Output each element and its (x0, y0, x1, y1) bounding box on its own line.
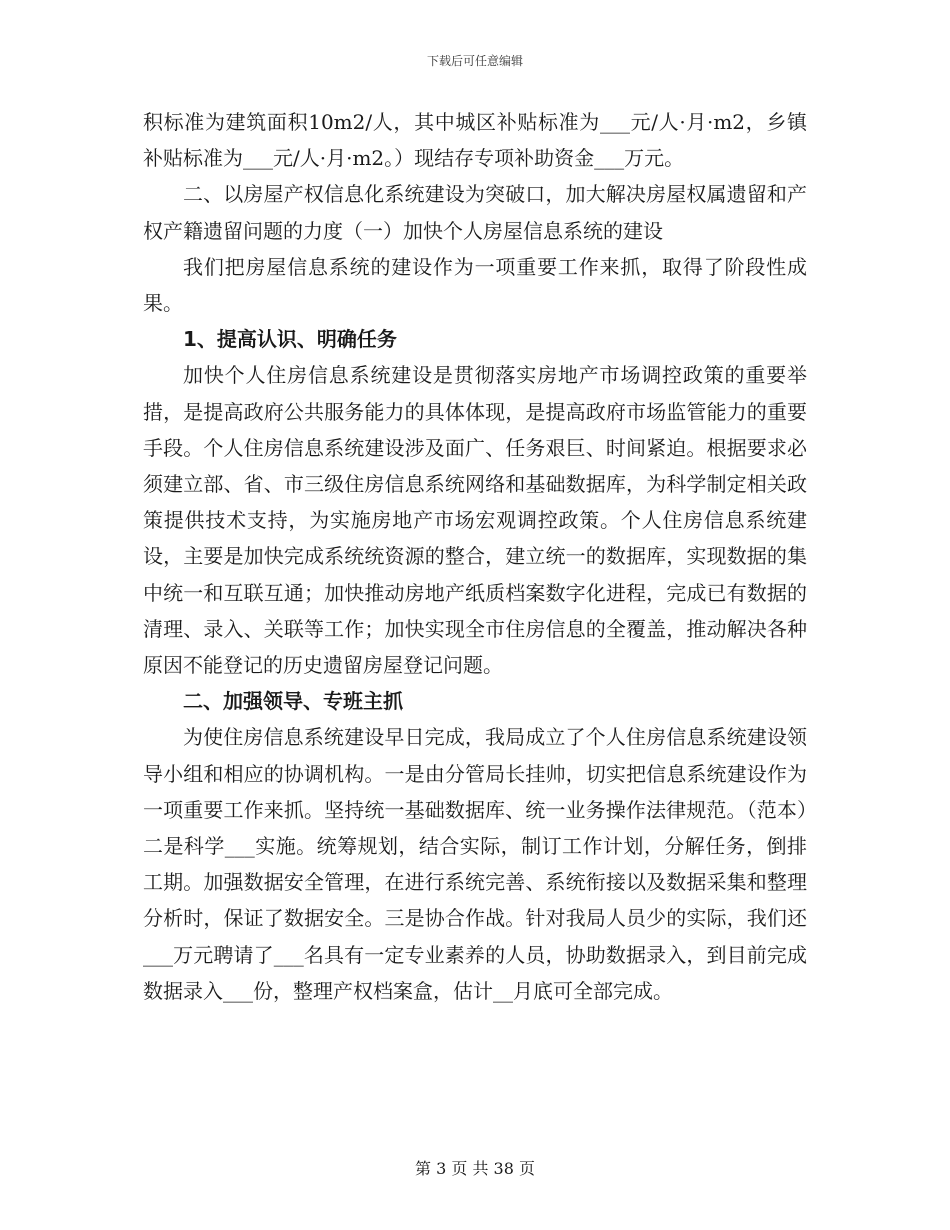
document-body (143, 104, 807, 1009)
paragraph-stage-results: 我们把房屋信息系统的建设作为一项重要工作来抓，取得了阶段性成果。 (143, 254, 807, 316)
paragraph-leadership-details: 为使住房信息系统建设早日完成，我局成立了个人住房信息系统建设领导小组和相应的协调机构。一是由分管局长挂帅，切实把信息系统建设作为一项重要工作来抓。坚持统一基础数据库、统一业务操作法律规范。（范本）二是科学___实施。统筹规划，结合实际，制订工作计划，分解任务，倒排工期。加强数据安全管理，在进行系统完善、系统衔接以及数据采集和整理分析时，保证了数据安全。三是协合作战。针对我局人员少的实际，我们还___万元聘请了___名具有一定专业素养的人员，协助数据录入，到目前完成数据录入___份，整理产权档案盒，估计__月底可全部完成。 (143, 725, 807, 1003)
page-header-note: 下载后可任意编辑 (426, 54, 523, 68)
heading-raise-awareness: 1、提高认识、明确任务 (183, 327, 397, 352)
paragraph-system-importance: 加快个人住房信息系统建设是贯彻落实房地产市场调控政策的重要举措，是提高政府公共服务能力的具体体现，是提高政府市场监管能力的重要手段。个人住房信息系统建设涉及面广、任务艰巨、时间紧迫。根据要求必须建立部、省、市三级住房信息系统网络和基础数据库，为科学制定相关政策提供技术支持，为实施房地产市场宏观调控政策。个人住房信息系统建设，主要是加快完成系统统资源的整合，建立统一的数据库，实现数据的集中统一和互联互通；加快推动房地产纸质档案数字化进程，完成已有数据的清理、录入、关联等工作；加快实现全市住房信息的全覆盖，推动解决各种原因不能登记的历史遗留房屋登记问题。 (143, 363, 807, 678)
paragraph-subsidy-standard: 积标准为建筑面积10m2/人，其中城区补贴标准为___元/人·月·m2，乡镇补贴标准为___元/人·月·m2。）现结存专项补助资金___万元。 (143, 110, 807, 171)
paragraph-section-two-intro: 二、以房屋产权信息化系统建设为突破口，加大解决房屋权属遗留和产权产籍遗留问题的力度（一）加快个人房屋信息系统的建设 (143, 182, 807, 243)
heading-strengthen-leadership: 二、加强领导、专班主抓 (183, 689, 403, 714)
page-number-footer: 第 3 页 共 38 页 (415, 1159, 535, 1178)
